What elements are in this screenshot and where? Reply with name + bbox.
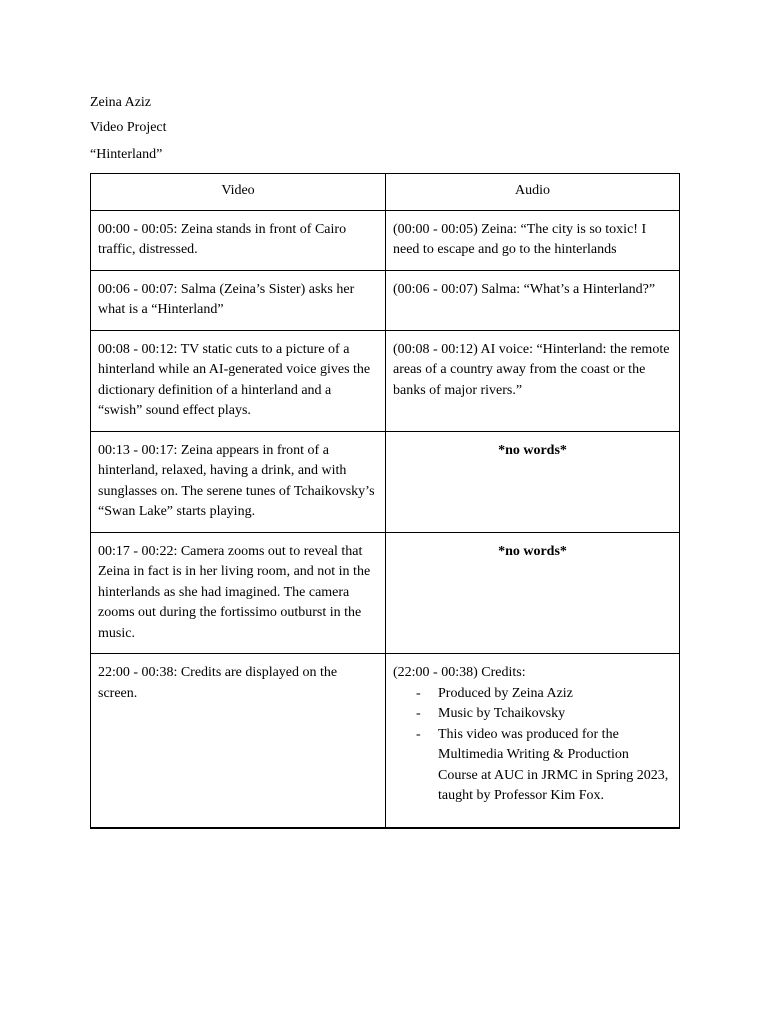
- column-header-video: Video: [91, 174, 386, 211]
- table-header-row: [91, 174, 680, 211]
- project-title: “Hinterland”: [90, 147, 163, 162]
- audio-cell: (00:00 - 00:05) Zeina: “The city is so toxic! I need to escape and go to the hinterlands: [386, 210, 680, 270]
- audio-cell: *no words*: [386, 532, 680, 654]
- author-name: Zeina Aziz: [90, 95, 152, 110]
- table-row: [91, 532, 680, 654]
- list-item: - Music by Tchaikovsky: [438, 704, 672, 725]
- video-cell: 00:17 - 00:22: Camera zooms out to reveal that Zeina in fact is in her living room, and not in the hinterlands as she had imagined. The camera zooms out during the fortissimo outburst in the music.: [91, 532, 386, 654]
- list-item: - This video was produced for the Multimedia Writing & Production Course at AUC in JRMC in Spring 2023, taught by Professor Kim Fox.: [438, 725, 672, 807]
- audio-cell: (00:08 - 00:12) AI voice: “Hinterland: the remote areas of a country away from the coast or the banks of major rivers.”: [386, 330, 680, 431]
- video-cell: 00:08 - 00:12: TV static cuts to a picture of a hinterland while an AI-generated voice gives the dictionary definition of a hinterland and a “swish” sound effect plays.: [91, 330, 386, 431]
- column-header-audio: Audio: [386, 174, 680, 211]
- audio-cell: (00:06 - 00:07) Salma: “What’s a Hinterland?”: [386, 270, 680, 330]
- table-row: [91, 330, 680, 431]
- video-cell: 22:00 - 00:38: Credits are displayed on the screen.: [91, 654, 386, 829]
- table-row: [91, 210, 680, 270]
- list-item: - Produced by Zeina Aziz: [438, 684, 672, 705]
- audio-cell: [386, 654, 680, 829]
- video-cell: 00:00 - 00:05: Zeina stands in front of Cairo traffic, distressed.: [91, 210, 386, 270]
- video-cell: 00:13 - 00:17: Zeina appears in front of a hinterland, relaxed, having a drink, and with sunglasses on. The serene tunes of Tchaikovsky’s “Swan Lake” starts playing.: [91, 431, 386, 532]
- audio-cell: *no words*: [386, 431, 680, 532]
- project-type: Video Project: [90, 120, 167, 135]
- table-row: [91, 654, 680, 829]
- video-cell: 00:06 - 00:07: Salma (Zeina’s Sister) asks her what is a “Hinterland”: [91, 270, 386, 330]
- table-row: [91, 431, 680, 532]
- script-table: [90, 173, 680, 829]
- credits-list: [393, 684, 672, 807]
- credits-intro: (22:00 - 00:38) Credits:: [393, 665, 526, 680]
- table-row: [91, 270, 680, 330]
